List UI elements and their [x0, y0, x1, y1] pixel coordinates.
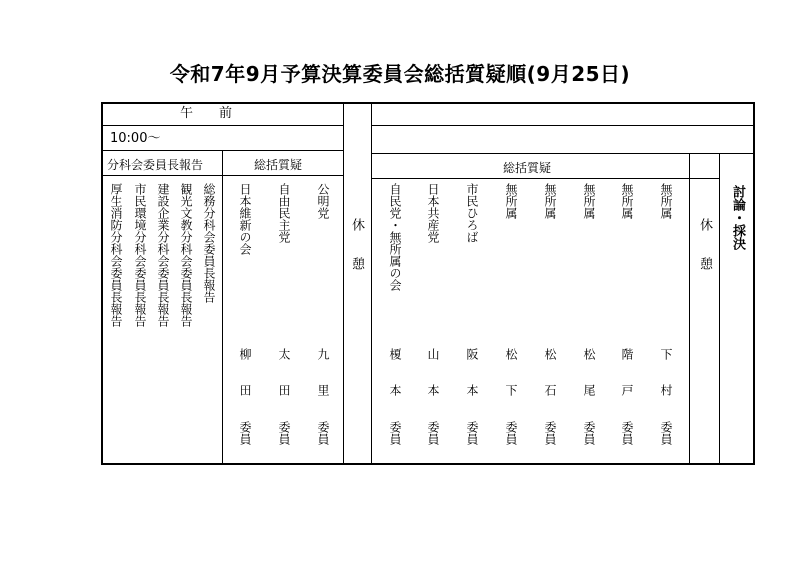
break-label: 休 憩	[697, 218, 712, 270]
speaker-party: 無所属	[504, 183, 518, 219]
speaker-given-name: 尾	[582, 384, 596, 396]
speaker-role: 委員	[504, 421, 518, 445]
col-divider-report	[222, 150, 223, 465]
speaker-given-name: 本	[388, 384, 402, 396]
speaker-surname: 太	[277, 348, 291, 360]
speaker-surname: 松	[582, 348, 596, 360]
speaker-surname: 下	[659, 348, 673, 360]
speaker-surname: 榎	[388, 348, 402, 360]
row-divider-right-sub	[371, 153, 755, 154]
speaker-given-name: 田	[277, 384, 291, 396]
speaker-surname: 松	[543, 348, 557, 360]
speaker-surname: 山	[426, 348, 440, 360]
morning-header: 午 前	[180, 106, 233, 121]
afternoon-qa-header: 総括質疑	[503, 161, 552, 175]
row-divider-right-top	[371, 125, 755, 126]
speaker-surname: 阪	[465, 348, 479, 360]
speaker-given-name: 戸	[620, 384, 634, 396]
report-item: 厚生消防分科会委員長報告	[109, 183, 123, 327]
speaker-given-name: 石	[543, 384, 557, 396]
report-item: 市民環境分科会委員長報告	[133, 183, 147, 327]
speaker-given-name: 村	[659, 384, 673, 396]
col-divider-break1-right	[371, 102, 372, 465]
break-label: 休 憩	[349, 218, 364, 270]
schedule-table	[101, 102, 755, 465]
speaker-role: 委員	[388, 421, 402, 445]
discussion-vote-label: 討論・採決	[730, 185, 745, 250]
report-item: 建設企業分科会委員長報告	[156, 183, 170, 327]
col-divider-break2-left	[689, 153, 690, 465]
speaker-party: 自民党・無所属の会	[388, 183, 402, 291]
speaker-party: 市民ひろば	[465, 183, 479, 243]
speaker-party: 無所属	[659, 183, 673, 219]
speaker-role: 委員	[277, 421, 291, 445]
speaker-role: 委員	[316, 421, 330, 445]
speaker-role: 委員	[238, 421, 252, 445]
speaker-surname: 九	[316, 348, 330, 360]
start-time: 10:00～	[110, 131, 161, 146]
speaker-role: 委員	[620, 421, 634, 445]
speaker-role: 委員	[582, 421, 596, 445]
speaker-surname: 柳	[238, 348, 252, 360]
speaker-given-name: 本	[465, 384, 479, 396]
speaker-role: 委員	[426, 421, 440, 445]
speaker-party: 日本維新の会	[238, 183, 252, 255]
col-divider-break2-right	[719, 153, 720, 465]
speaker-party: 無所属	[620, 183, 634, 219]
speaker-role: 委員	[659, 421, 673, 445]
morning-qa-header: 総括質疑	[254, 158, 303, 172]
col-divider-break1-left	[343, 102, 344, 465]
speaker-surname: 階	[620, 348, 634, 360]
speaker-party: 自由民主党	[277, 183, 291, 243]
report-section-header: 分科会委員長報告	[107, 158, 204, 172]
speaker-party: 無所属	[543, 183, 557, 219]
report-item: 観光文教分科会委員長報告	[179, 183, 193, 327]
speaker-role: 委員	[543, 421, 557, 445]
speaker-role: 委員	[465, 421, 479, 445]
speaker-given-name: 里	[316, 384, 330, 396]
speaker-party: 公明党	[316, 183, 330, 219]
speaker-given-name: 本	[426, 384, 440, 396]
speaker-party: 日本共産党	[426, 183, 440, 243]
page-title: 令和7年9月予算決算委員会総括質疑順(9月25日)	[169, 62, 631, 86]
speaker-party: 無所属	[582, 183, 596, 219]
speaker-surname: 松	[504, 348, 518, 360]
speaker-given-name: 田	[238, 384, 252, 396]
row-divider-sections-right	[371, 178, 719, 179]
row-divider-header	[101, 125, 343, 126]
speaker-given-name: 下	[504, 384, 518, 396]
report-item: 総務分科会委員長報告	[202, 183, 216, 303]
